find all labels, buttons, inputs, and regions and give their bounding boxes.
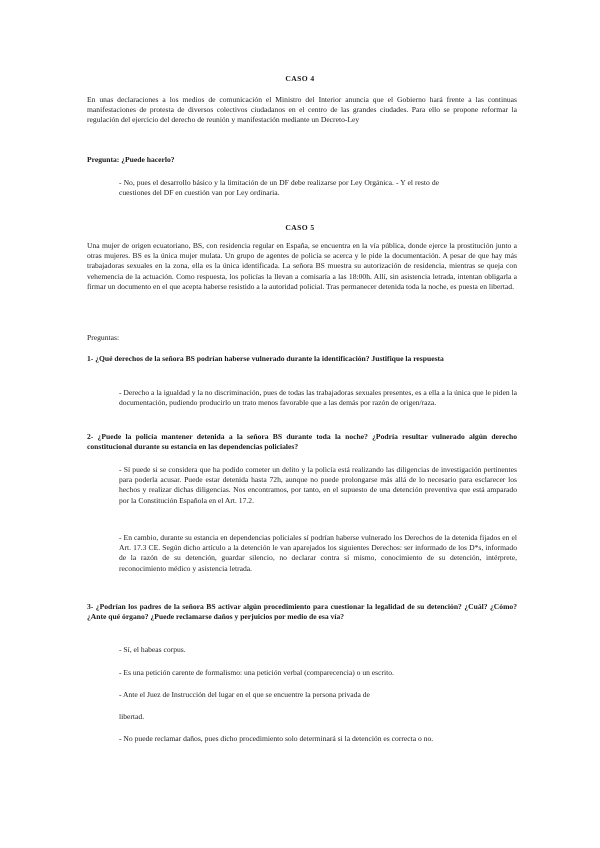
question-1: 1- ¿Qué derechos de la señora BS podrían haberse vulnerado durante la identificación? Justifique la respuesta xyxy=(87,354,444,363)
caso4-question: Pregunta: ¿Puede hacerlo? xyxy=(87,155,175,164)
caso4-answer: - No, pues el desarrollo básico y la limitación de un DF debe realizarse por Ley Orgánica. - Y el resto de cuestiones del DF en cuestión van por Ley ordinaria. xyxy=(119,178,439,198)
answer-3d: - No puede reclamar daños, pues dicho procedimiento solo determinará si la detención es correcta o no. xyxy=(119,734,434,743)
caso5-text: Una mujer de origen ecuatoriano, BS, con residencia regular en España, se encuentra en la vía pública, donde ejerce la prostitución junto a otras mujeres. BS es la única mujer mulata. Un grupo de agentes de policía se acerca y le pide la documentación. A pesar de que hay más trabajadoras sexuales en la zona, ella es la única identificada. La señora BS muestra su autorización de residencia, mientras se queja con vehemencia de la actuación. Como respuesta, los policías la llevan a comisaría a las 18:00h. Allí, sin asistencia letrada, intentan obligarla a firmar un documento en el que acepta haberse resistido a la autoridad policial. Tras permanecer detenida toda la noche, es puesta en libertad. xyxy=(87,241,517,291)
answer-3b: - Es una petición carente de formalismo: una petición verbal (comparecencia) o un escrito. xyxy=(119,668,394,677)
answer-1: - Derecho a la igualdad y la no discriminación, pues de todas las trabajadoras sexuales presentes, es a ella a la única que le piden la documentación, pudiendo producirlo un trato menos favorable que a las demás por razón de origen/raza. xyxy=(119,388,517,408)
caso5-title: CASO 5 xyxy=(285,223,315,232)
questions-label: Preguntas: xyxy=(87,333,120,342)
answer-2b: - En cambio, durante su estancia en dependencias policiales sí podrían haberse vulnerado los Derechos de la detenida fijados en el Art. 17.3 CE. Según dicho artículo a la detención le van aparejados los siguientes Derechos: ser informado de los D*s, informado de la razón de su detención, guardar silencio, no declarar contra sí mismo, conocimiento de su detención, intérprete, reconocimiento médico y asistencia letrada. xyxy=(119,533,517,573)
caso4-title: CASO 4 xyxy=(285,74,315,83)
answer-3c-cont: libertad. xyxy=(119,712,145,721)
question-3: 3- ¿Podrían los padres de la señora BS activar algún procedimiento para cuestionar la legalidad de su detención? ¿Cuál? ¿Cómo? ¿Ante qué órgano? ¿Puede reclamarse daños y perjuicios por medio de esa vía? xyxy=(87,602,517,622)
caso4-text: En unas declaraciones a los medios de comunicación el Ministro del Interior anuncia que el Gobierno hará frente a las continuas manifestaciones de protesta de diversos colectivos ciudadanos en el centro de las grandes ciudades. Para ello se propone reformar la regulación del ejercicio del derecho de reunión y manifestación mediante un Decreto-Ley xyxy=(87,95,517,125)
answer-2a: - Sí puede si se considera que ha podido cometer un delito y la policía está realizando las diligencias de investigación pertinentes para poderla acusar. Puede estar detenida hasta 72h, aunque no puede prolongarse más allá de lo necesario para esclarecer los hechos y realizar dichas diligencias. Nos encontramos, por tanto, en el supuesto de una detención preventiva que está amparado por la Constitución Española en el Art. 17.2. xyxy=(119,465,517,505)
answer-3c: - Ante el Juez de Instrucción del lugar en el que se encuentre la persona privada de xyxy=(119,690,370,699)
answer-3a: - Sí, el habeas corpus. xyxy=(119,645,186,654)
question-2: 2- ¿Puede la policía mantener detenida a la señora BS durante toda la noche? ¿Podría resultar vulnerado algún derecho constitucional durante su estancia en las dependencias policiales? xyxy=(87,432,517,452)
